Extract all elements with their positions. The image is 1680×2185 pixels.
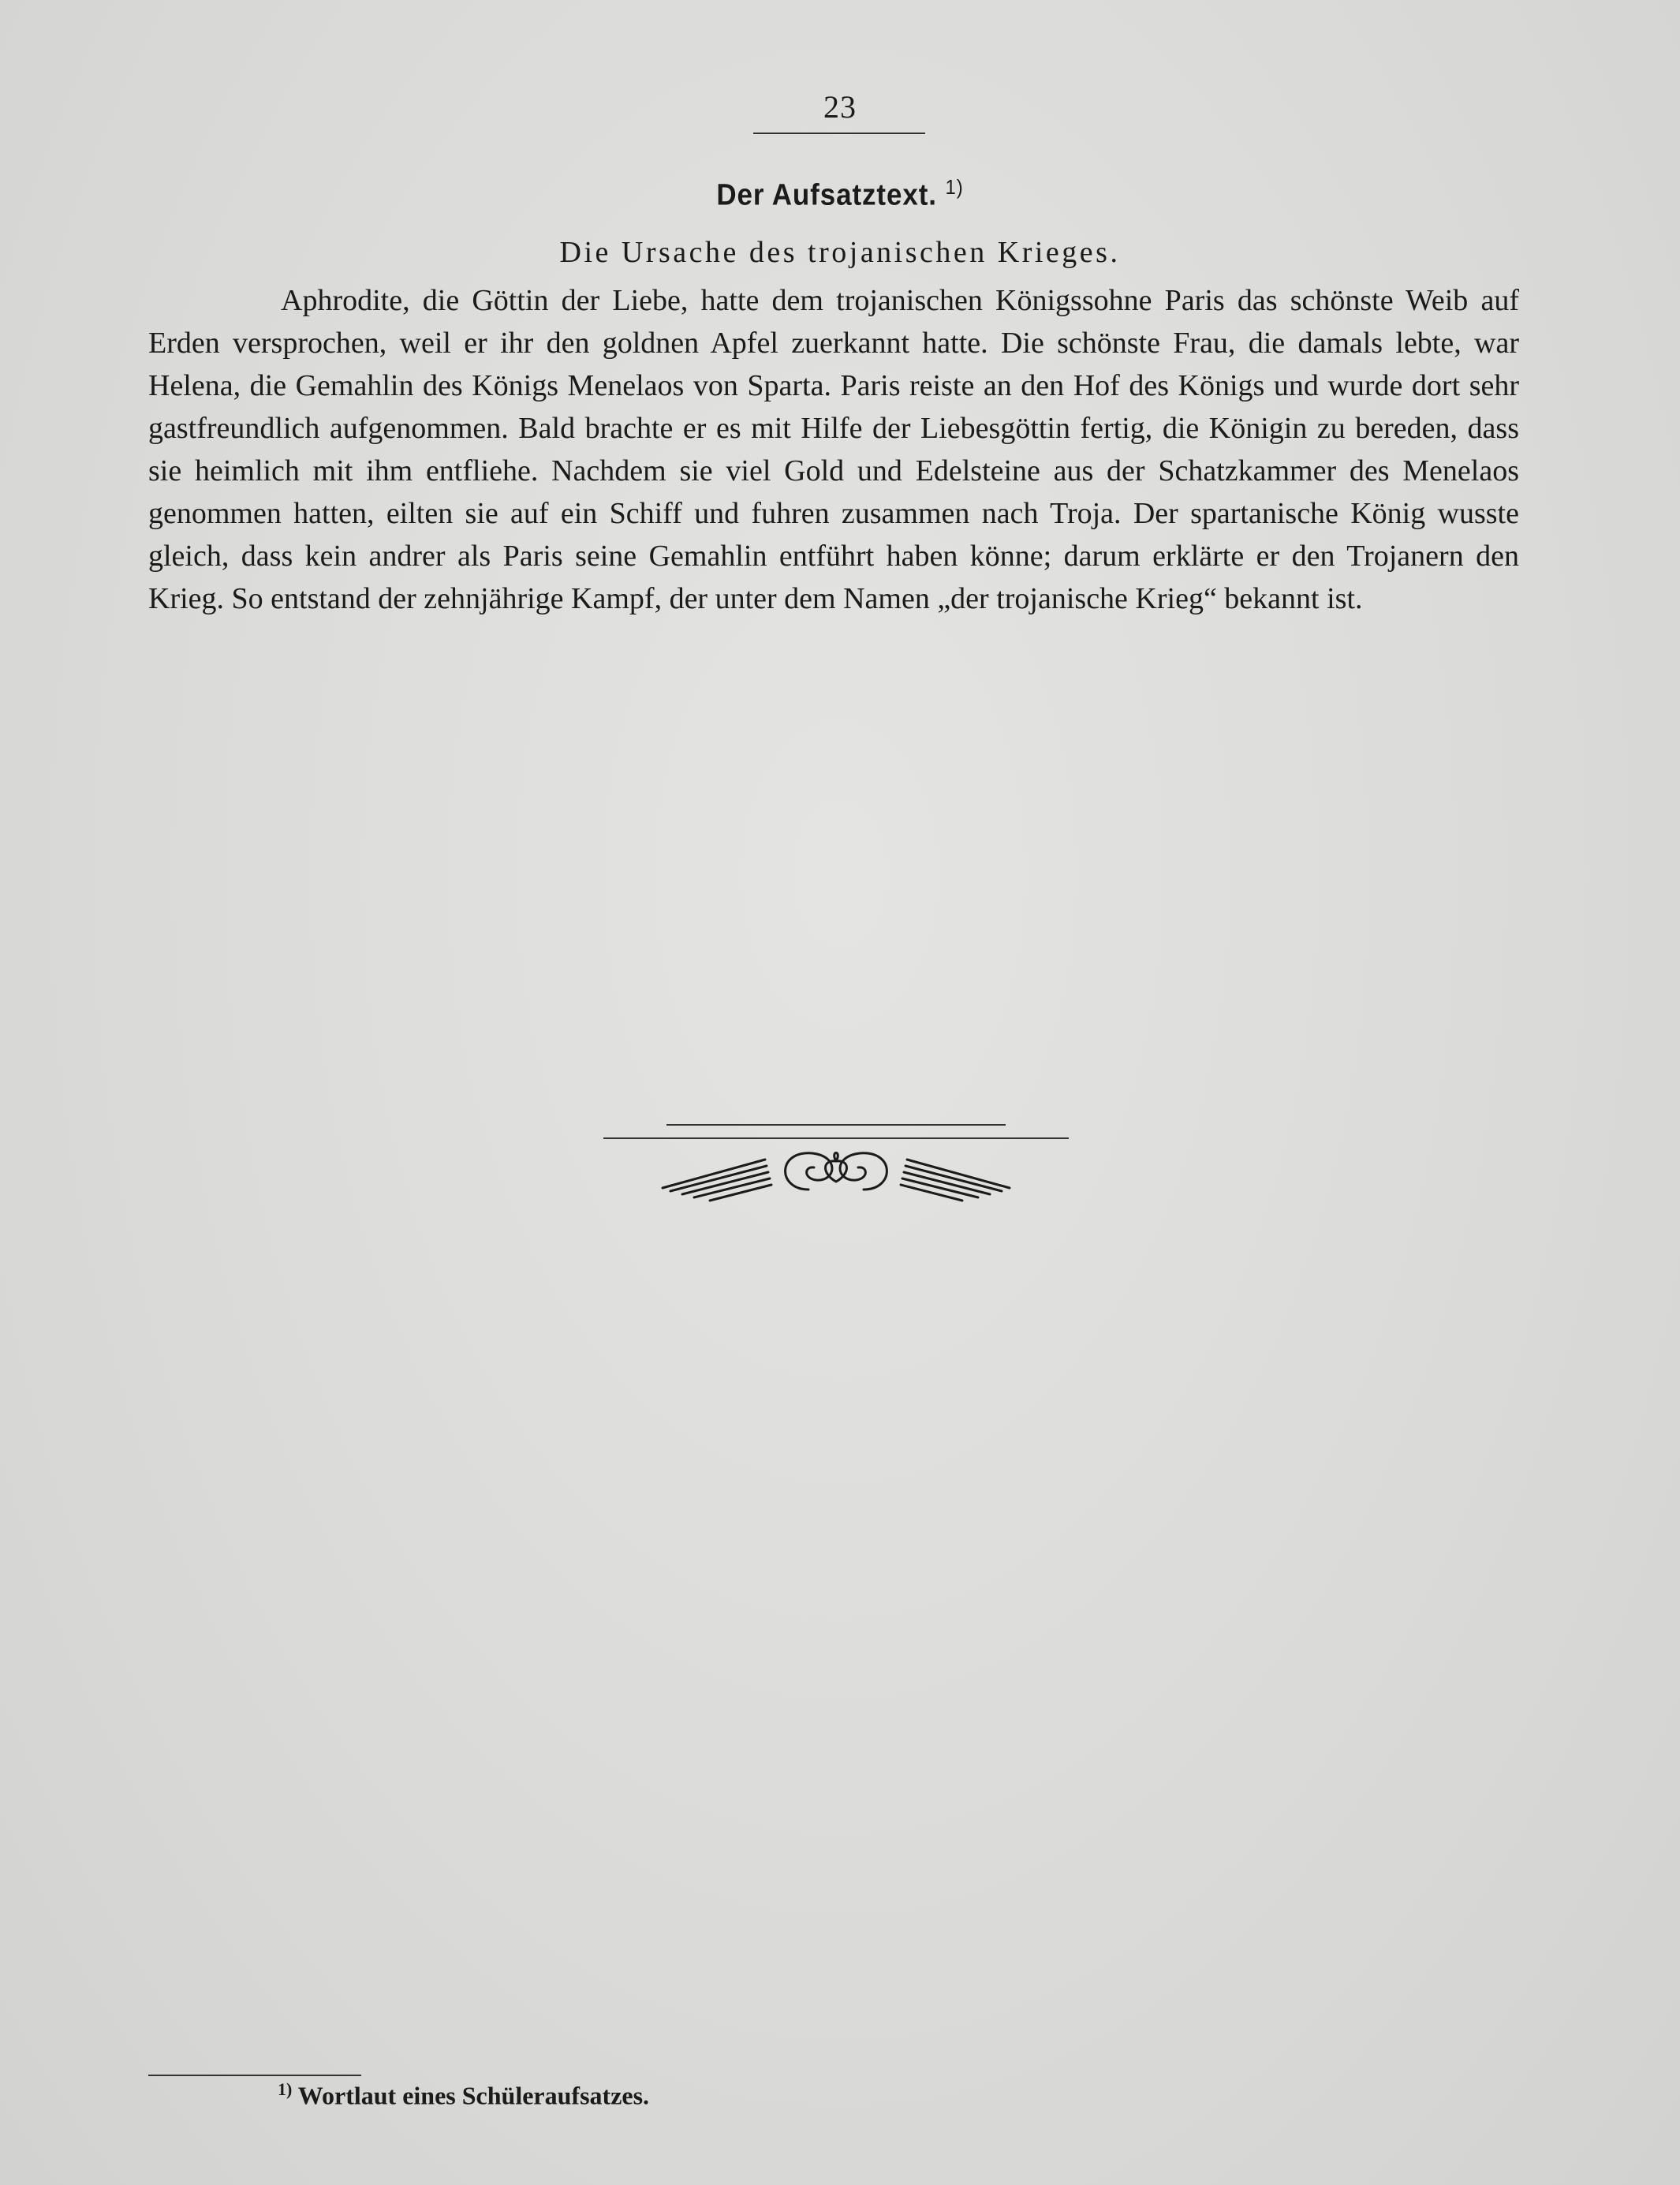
footnote-mark: 1) bbox=[278, 2079, 293, 2099]
page-number-rule bbox=[753, 133, 925, 134]
section-title-footnote-mark: 1) bbox=[945, 175, 964, 199]
page-number: 23 bbox=[823, 89, 857, 125]
footnote-text: Wortlaut eines Schüleraufsatzes. bbox=[297, 2081, 650, 2110]
ornament-rule-top bbox=[666, 1124, 1006, 1126]
essay-title: Die Ursache des trojanischen Krieges. bbox=[559, 236, 1121, 269]
ornament-rule-bottom bbox=[603, 1137, 1069, 1139]
footnote-rule bbox=[148, 2075, 361, 2076]
footnote bbox=[278, 2079, 649, 2111]
section-title bbox=[67, 175, 1613, 213]
decorative-ornament-icon bbox=[647, 1142, 1025, 1205]
essay-body bbox=[148, 279, 1519, 620]
section-title-text: Der Aufsatztext. bbox=[716, 178, 937, 212]
essay-paragraph: Aphrodite, die Göttin der Liebe, hatte dem trojanischen Königssohne Paris das schönste Weib auf Erden versprochen, weil er ihr den goldnen Apfel zuerkannt hatte. Die schönste Frau, die damals lebte, war Helena, die Gemahlin des Königs Menelaos von Sparta. Paris reiste an den Hof des Königs und wurde dort sehr gastfreundlich aufgenommen. Bald brachte er es mit Hilfe der Liebesgöttin fertig, die Königin zu bereden, dass sie heimlich mit ihm entfliehe. Nachdem sie viel Gold und Edelsteine aus der Schatzkammer des Menelaos genommen hatten, eilten sie auf ein Schiff und fuhren zusammen nach Troja. Der spartanische König wusste gleich, dass kein andrer als Paris seine Gemahlin entführt haben könne; darum erklärte er den Trojanern den Krieg. So entstand der zehnjährige Kampf, der unter dem Namen „der trojanische Krieg“ bekannt ist. bbox=[148, 284, 1519, 615]
